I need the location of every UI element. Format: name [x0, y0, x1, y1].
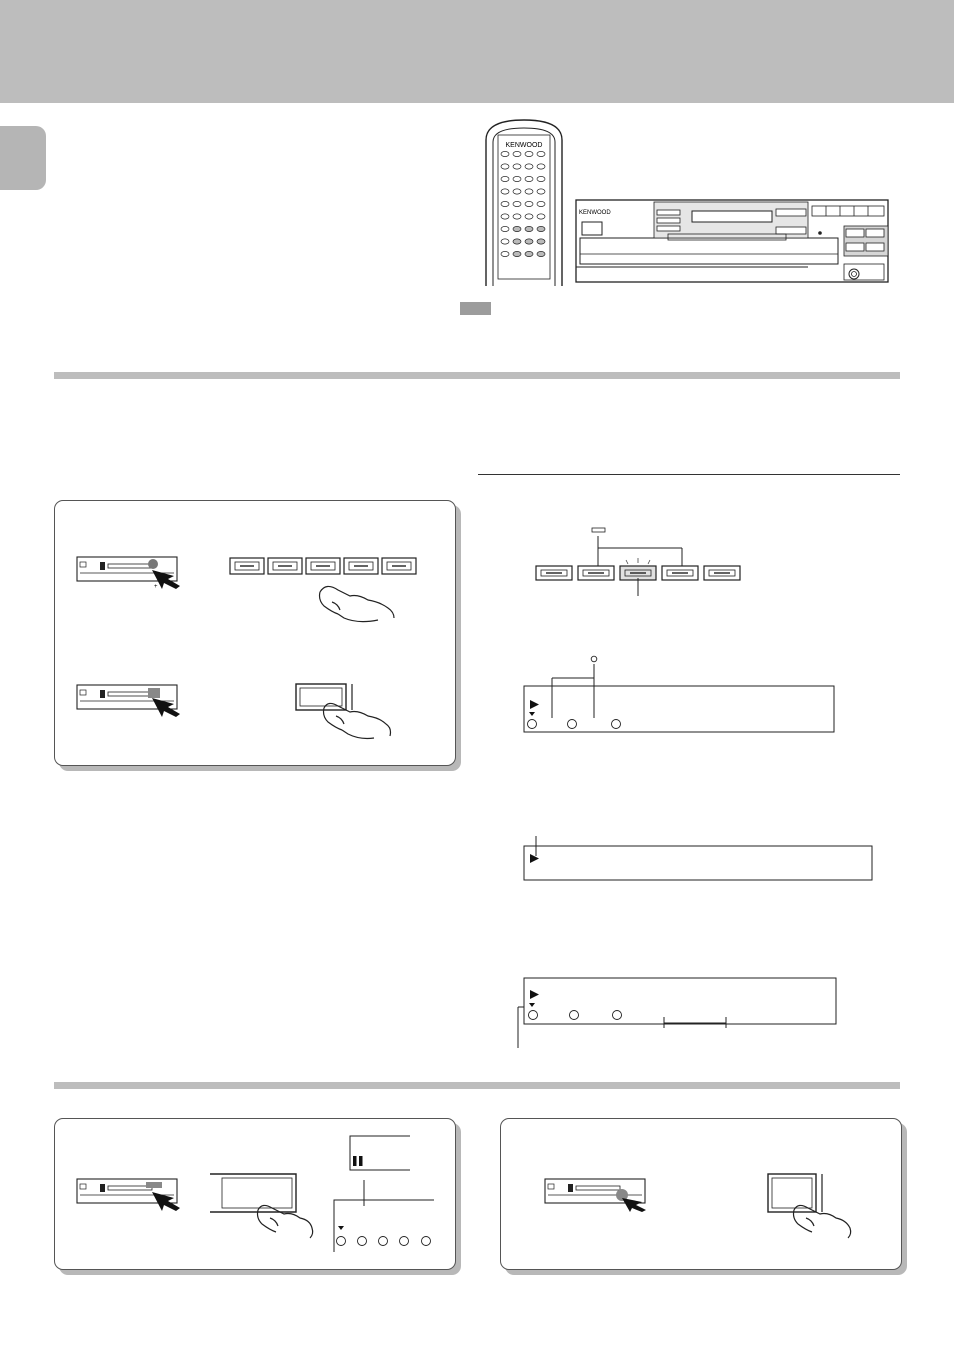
remote-key — [537, 176, 545, 181]
remote-key — [525, 176, 533, 181]
page-header-band — [0, 0, 954, 103]
remote-key — [513, 251, 521, 256]
remote-key — [501, 189, 509, 194]
remote-key — [501, 251, 509, 256]
remote-key — [513, 189, 521, 194]
pressing-hand-icon — [320, 586, 395, 621]
remote-key — [513, 214, 521, 219]
subsection-divider — [478, 474, 900, 475]
section-side-tab — [0, 126, 46, 190]
remote-key — [537, 239, 545, 244]
remote-key — [537, 151, 545, 156]
remote-control-illustration — [476, 118, 576, 288]
remote-key — [525, 226, 533, 231]
cd-player-illustration — [568, 196, 892, 288]
remote-key — [501, 239, 509, 244]
svg-text:+: + — [154, 584, 158, 590]
section-divider — [54, 1082, 900, 1089]
display-panel-1 — [520, 652, 840, 736]
pause-key-press-illustration — [210, 1170, 320, 1240]
remote-keypad — [501, 151, 545, 256]
unit-press-illustration-2 — [76, 684, 186, 718]
remote-key — [537, 226, 545, 231]
remote-key — [525, 201, 533, 206]
remote-key — [537, 201, 545, 206]
note-marker — [460, 302, 491, 315]
front-key-row — [536, 566, 740, 580]
remote-key — [501, 151, 509, 156]
play-key-press-illustration — [294, 680, 404, 742]
pause-display-panel — [330, 1136, 440, 1252]
display-panel-3 — [512, 974, 842, 1050]
remote-key — [525, 164, 533, 169]
remote-key — [513, 151, 521, 156]
remote-key — [513, 239, 521, 244]
remote-key — [525, 239, 533, 244]
remote-key — [513, 201, 521, 206]
unit-press-illustration-1 — [76, 556, 186, 590]
remote-key — [513, 164, 521, 169]
remote-key — [537, 251, 545, 256]
remote-number-keys-illustration — [228, 556, 428, 624]
remote-key — [501, 176, 509, 181]
stop-key-press-illustration — [764, 1170, 864, 1240]
unit-press-illustration-4 — [544, 1178, 654, 1212]
remote-key — [537, 214, 545, 219]
indicator-triangle-icon — [338, 1226, 344, 1230]
unit-press-illustration-3 — [76, 1178, 186, 1212]
remote-key — [501, 201, 509, 206]
remote-key — [537, 164, 545, 169]
remote-key — [525, 151, 533, 156]
remote-key — [501, 164, 509, 169]
remote-key — [513, 176, 521, 181]
remote-key — [501, 226, 509, 231]
remote-key — [501, 214, 509, 219]
number-key-row — [230, 558, 416, 574]
section-divider — [54, 372, 900, 379]
remote-key — [525, 214, 533, 219]
pause-icon — [353, 1156, 357, 1166]
remote-key — [537, 189, 545, 194]
remote-key — [513, 226, 521, 231]
front-panel-keys-diagram — [534, 524, 764, 604]
pressing-hand-icon — [258, 1205, 313, 1238]
player-brand-logo: KENWOOD — [579, 210, 611, 216]
display-panel-2 — [520, 834, 876, 884]
remote-key — [525, 251, 533, 256]
remote-key — [525, 189, 533, 194]
remote-brand-logo: KENWOOD — [505, 142, 543, 149]
